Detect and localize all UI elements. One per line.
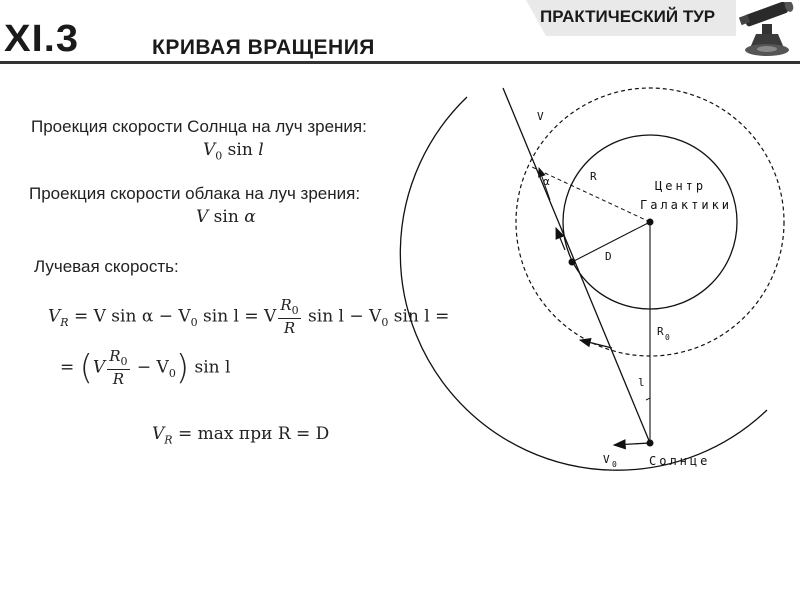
label-center-1: Центр xyxy=(655,179,707,193)
vr1-c: sin l − V xyxy=(302,306,382,327)
vr1-frac-num: R xyxy=(280,296,292,314)
sun-v: V xyxy=(203,140,216,160)
vr2-sub0: 0 xyxy=(168,366,176,380)
vr2-frac-num: R xyxy=(109,347,121,365)
label-r0: R xyxy=(657,325,664,338)
tangent-point xyxy=(569,259,576,266)
cloud-v: V xyxy=(196,207,209,227)
cloud-projection-label: Проекция скорости облака на луч зрения: xyxy=(29,184,361,203)
sun-sin: sin xyxy=(222,140,259,160)
vr2-tail: sin l xyxy=(189,357,231,378)
label-r0-sub: 0 xyxy=(665,333,670,342)
cloud-sin: sin xyxy=(208,207,245,227)
sun-projection-label: Проекция скорости Солнца на луч зрения: xyxy=(31,117,367,136)
vr2-frac-den: R xyxy=(112,370,124,388)
galactic-center-point xyxy=(647,219,654,226)
vr2-frac-sub: 0 xyxy=(120,355,128,368)
sun-l: l xyxy=(258,140,264,160)
sun-v-sub: 0 xyxy=(215,149,223,163)
vr1-sub0a: 0 xyxy=(190,315,198,329)
vr2-eq: = xyxy=(60,357,80,378)
vr2-v: V xyxy=(92,357,106,378)
label-sun: Солнце xyxy=(649,454,711,468)
sun-velocity-arrow xyxy=(614,443,650,445)
label-alpha: α xyxy=(543,175,550,188)
label-center-2: Галактики xyxy=(640,198,733,212)
tour-label: ПРАКТИЧЕСКИЙ ТУР xyxy=(540,7,716,26)
vrmax-sub: R xyxy=(164,433,173,447)
radial-velocity-formula-line2: = (V $\frac{R_0}{R}$ − $V_0$) sin l xyxy=(60,347,231,388)
label-v0: V xyxy=(603,453,610,466)
label-v: V xyxy=(537,110,544,123)
vr1-frac-den: R xyxy=(283,319,296,337)
label-l: l xyxy=(638,376,645,389)
sun-point xyxy=(647,440,654,447)
label-v0-sub: 0 xyxy=(612,460,617,469)
vr1-v: V xyxy=(48,306,61,327)
vrmax-v: V xyxy=(152,424,165,444)
vr1-sub0b: 0 xyxy=(381,315,389,329)
vr1-d: sin l = xyxy=(388,306,450,327)
cloud-alpha: α xyxy=(244,207,256,227)
vr2-minus: − V xyxy=(131,357,169,378)
section-number: XI.3 xyxy=(4,18,80,60)
vr1-b: sin l = V xyxy=(197,306,277,327)
vr1-frac-sub: 0 xyxy=(291,304,299,317)
radial-velocity-label: Лучевая скорость: xyxy=(34,257,179,276)
vr1-sub: R xyxy=(60,315,69,329)
vrmax-rest: = max при R = D xyxy=(172,424,330,444)
label-d: D xyxy=(605,250,612,263)
line-of-sight xyxy=(503,88,650,443)
vr1-a: = V sin α − V xyxy=(68,306,191,327)
page-title: КРИВАЯ ВРАЩЕНИЯ xyxy=(152,36,375,59)
l-angle-arc xyxy=(646,398,650,400)
label-r: R xyxy=(590,170,597,183)
